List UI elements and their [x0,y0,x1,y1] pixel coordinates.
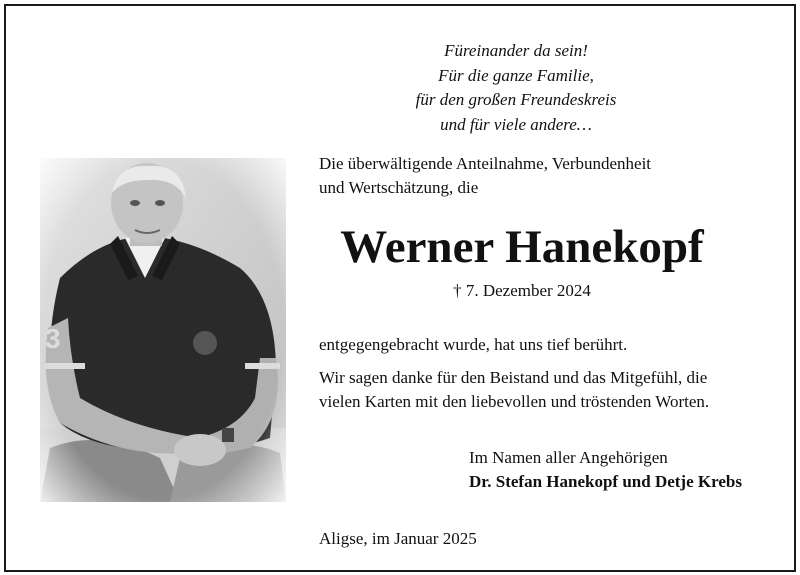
intro-text [319,152,789,200]
place-date: Aligse, im Januar 2025 [319,529,477,548]
death-date: † 7. Dezember 2024 [453,281,591,300]
body-line-1: entgegengebracht wurde, hat uns tief berührt. [319,335,628,354]
motto-line-4: und für viele andere… [440,114,592,134]
signature-names: Dr. Stefan Hanekopf und Detje Krebs [469,472,742,491]
motto-line-3: für den großen Freundeskreis [415,90,617,109]
body-paragraph-1 [319,333,789,357]
portrait-photo [40,158,286,502]
body-line-3: vielen Karten mit den liebevollen und tröstenden Worten. [319,392,710,411]
motto-line-2: Für die ganze Familie, [438,65,594,85]
body-paragraph-2 [319,366,789,414]
deceased-name: Werner Hanekopf [340,221,704,273]
notice-frame [4,4,796,572]
signature-preface: Im Namen aller Angehörigen [469,448,668,467]
motto [366,39,666,137]
intro-line-2: und Wertschätzung, die [319,178,479,197]
body-line-2: Wir sagen danke für den Beistand und das Mitgefühl, die [319,368,708,387]
intro-line-1: Die überwältigende Anteilnahme, Verbundenheit [319,154,652,173]
motto-line-1: Füreinander da sein! [444,41,588,60]
signature-block [469,446,789,494]
